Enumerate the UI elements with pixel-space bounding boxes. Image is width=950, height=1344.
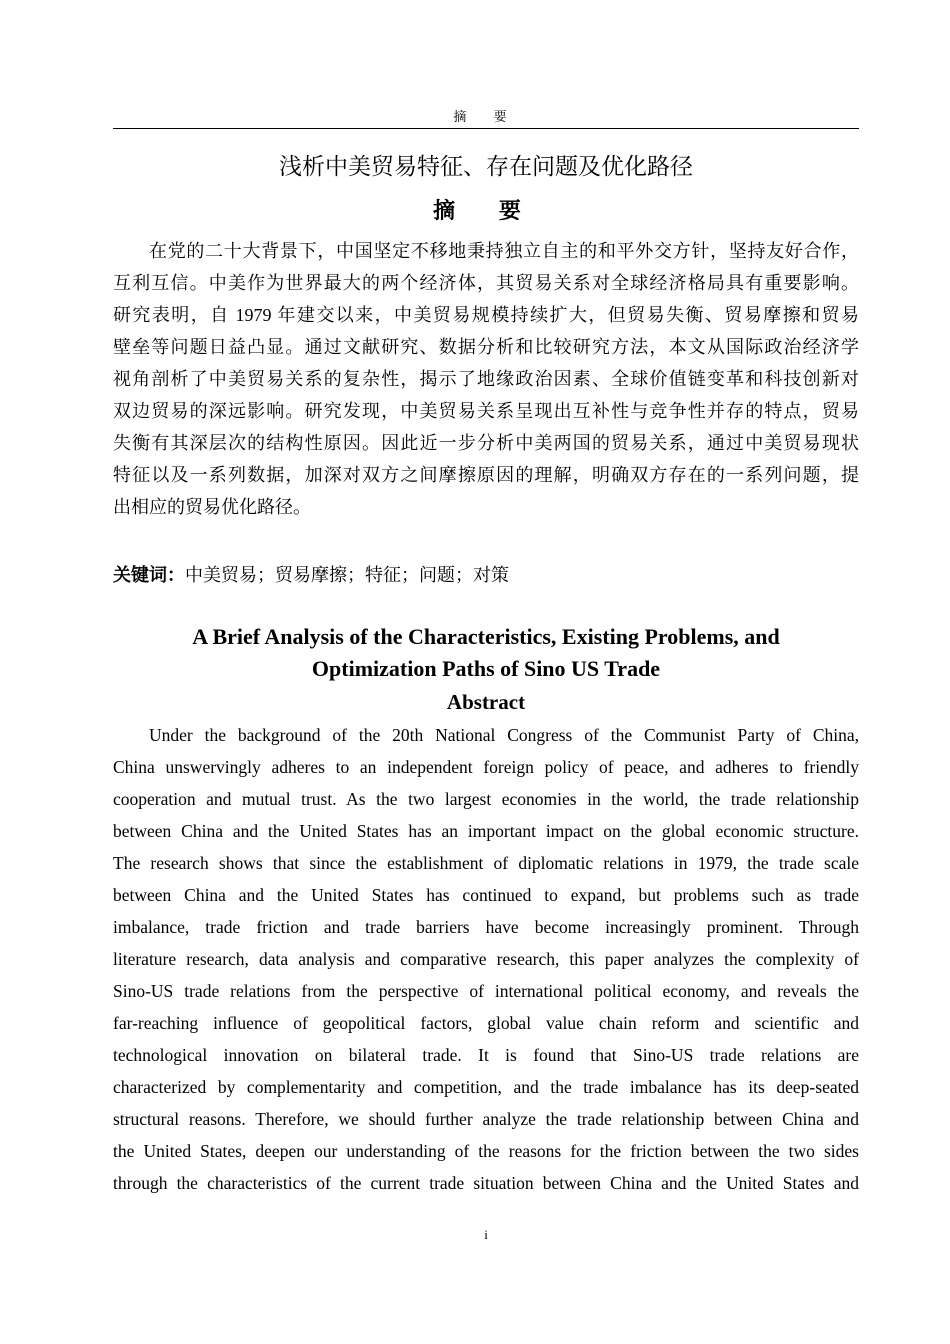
paragraph-line: 在党的二十大背景下，中国坚定不移地秉持独立自主的和平外交方针，坚持友好合作， <box>149 241 859 261</box>
abstract-english <box>113 719 859 1199</box>
paragraph-line: far-reaching influence of geopolitical factors, global value chain reform and scientific and <box>113 1013 859 1033</box>
abstract-heading-english: Abstract <box>446 690 526 714</box>
keywords-label: 关键词： <box>113 565 185 586</box>
paragraph-line: Under the background of the 20th National Congress of the Communist Party of China, <box>149 725 859 745</box>
paragraph-line: 失衡有其深层次的结构性原因。因此近一步分析中美两国的贸易关系，通过中美贸易现状 <box>113 433 859 453</box>
abstract-chinese <box>113 235 859 523</box>
paragraph-line: between China and the United States has continued to expand, but problems such as trade <box>113 885 859 905</box>
header-rule <box>113 128 859 129</box>
paragraph-line: imbalance, trade friction and trade barriers have become increasingly prominent. Through <box>113 917 859 937</box>
title-english-line: A Brief Analysis of the Characteristics, Existing Problems, and <box>192 624 780 649</box>
paragraph-line: between China and the United States has an important impact on the global economic structure. <box>113 821 859 841</box>
paragraph-line: structural reasons. Therefore, we should further analyze the trade relationship between China and <box>113 1109 859 1129</box>
paragraph-line: cooperation and mutual trust. As the two largest economies in the world, the trade relationship <box>113 789 859 809</box>
paragraph-line: technological innovation on bilateral trade. It is found that Sino-US trade relations are <box>113 1045 859 1065</box>
paragraph-line: through the characteristics of the current trade situation between China and the United States and <box>113 1173 859 1193</box>
paragraph-line: 特征以及一系列数据，加深对双方之间摩擦原因的理解，明确双方存在的一系列问题，提 <box>113 465 859 485</box>
paragraph-line: characterized by complementarity and competition, and the trade imbalance has its deep-seated <box>113 1077 859 1097</box>
paragraph-line: The research shows that since the establishment of diplomatic relations in 1979, the trade scale <box>113 853 859 873</box>
page-number: i <box>484 1227 488 1242</box>
paragraph-line: the United States, deepen our understanding of the reasons for the friction between the two sides <box>113 1141 859 1161</box>
paragraph-line: 壁垒等问题日益凸显。通过文献研究、数据分析和比较研究方法，本文从国际政治经济学 <box>113 337 859 357</box>
paragraph-line: 视角剖析了中美贸易关系的复杂性，揭示了地缘政治因素、全球价值链变革和科技创新对 <box>113 369 859 389</box>
title-english-line: Optimization Paths of Sino US Trade <box>311 656 661 681</box>
paragraph-line: 研究表明，自 1979 年建交以来，中美贸易规模持续扩大，但贸易失衡、贸易摩擦和贸易 <box>113 305 859 325</box>
paragraph-line: 双边贸易的深远影响。研究发现，中美贸易关系呈现出互补性与竞争性并存的特点，贸易 <box>113 401 859 421</box>
keywords <box>113 559 509 591</box>
paragraph-line: China unswervingly adheres to an independent foreign policy of peace, and adheres to friendly <box>113 757 859 777</box>
paragraph-line: Sino-US trade relations from the perspective of international political economy, and reveals the <box>113 981 859 1001</box>
keywords-value: 中美贸易；贸易摩擦；特征；问题；对策 <box>185 565 509 585</box>
abstract-heading-chinese: 摘 要 <box>433 199 539 224</box>
title-chinese: 浅析中美贸易特征、存在问题及优化路径 <box>279 154 693 180</box>
title-english <box>113 621 859 685</box>
paragraph-line: 出相应的贸易优化路径。 <box>113 497 311 517</box>
paragraph-line: 互利互信。中美作为世界最大的两个经济体，其贸易关系对全球经济格局具有重要影响。 <box>113 273 859 293</box>
paragraph-line: literature research, data analysis and comparative research, this paper analyzes the complexity of <box>113 949 859 969</box>
running-header: 摘 要 <box>453 109 519 124</box>
